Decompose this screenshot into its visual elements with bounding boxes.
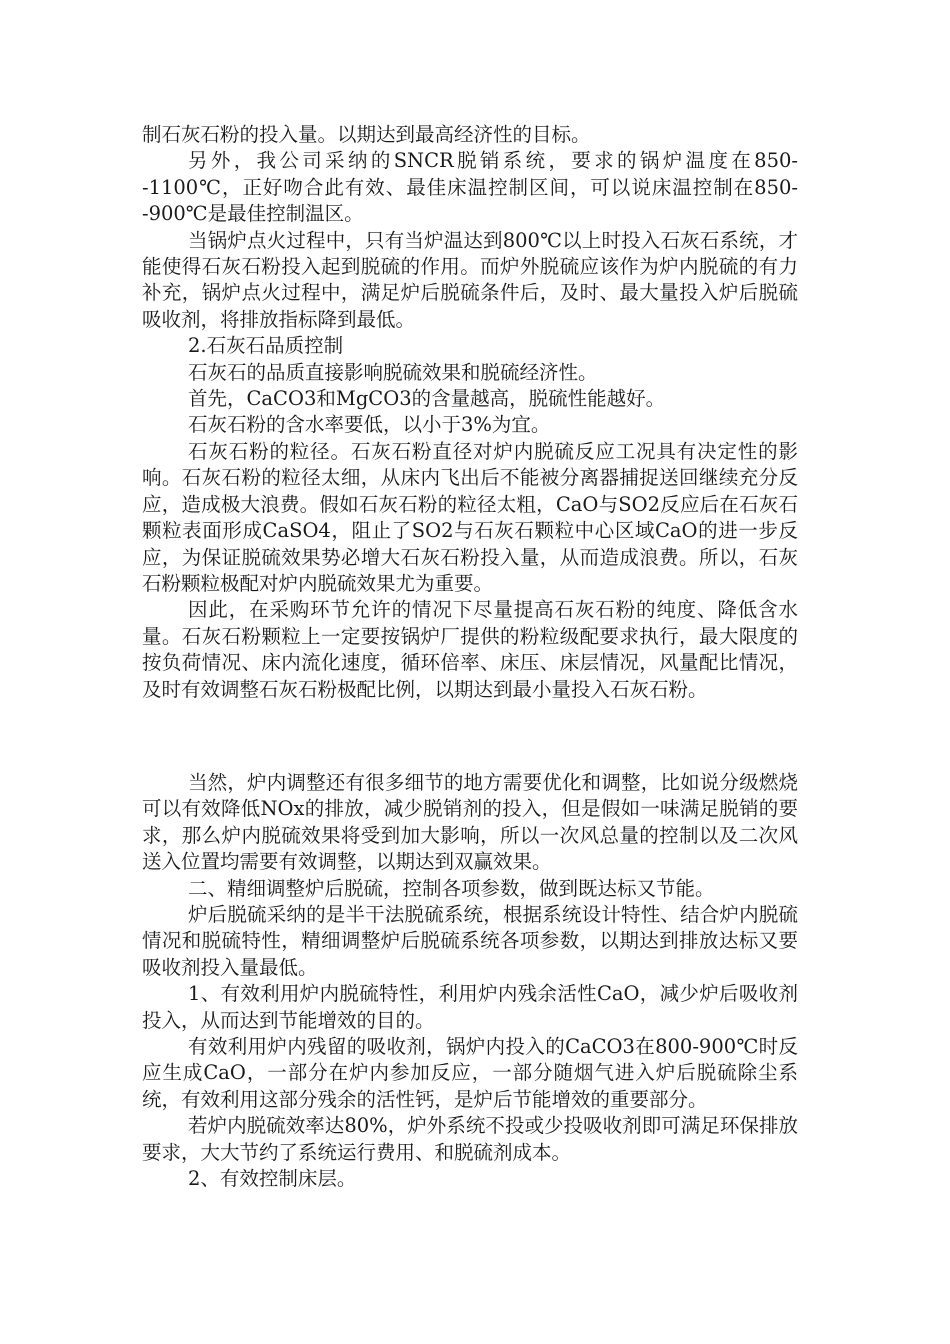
paragraph: 石灰石的品质直接影响脱硫效果和脱硫经济性。: [188, 360, 598, 384]
text-section-2: [142, 770, 798, 1193]
paragraph: 因此，在采购环节允许的情况下尽量提高石灰石粉的纯度、降低含水量。石灰石粉颗粒上一定要按锅炉厂提供的粉粒级配要求执行，最大限度的按负荷情况、床内流化速度，循环倍率、床压、床层情况，风量配比情况，及时有效调整石灰石粉极配比例，以期达到最小量投入石灰石粉。: [142, 598, 798, 701]
paragraph: 当然，炉内调整还有很多细节的地方需要优化和调整，比如说分级燃烧可以有效降低NOx的排放，减少脱销剂的投入，但是假如一味满足脱销的要求，那么炉内脱硫效果将受到加大影响，所以一次风总量的控制以及二次风送入位置均需要有效调整，以期达到双赢效果。: [142, 771, 798, 874]
paragraph: 当锅炉点火过程中，只有当炉温达到800℃以上时投入石灰石系统，才能使得石灰石粉投入起到脱硫的作用。而炉外脱硫应该作为炉内脱硫的有力补充，锅炉点火过程中，满足炉后脱硫条件后，及时、最大量投入炉后脱硫吸收剂，将排放指标降到最低。: [142, 228, 798, 331]
subsection-heading: 1、有效利用炉内脱硫特性，利用炉内残余活性CaO，减少炉后吸收剂投入，从而达到节能增效的目的。: [142, 982, 798, 1032]
section-heading: 二、精细调整炉后脱硫，控制各项参数，做到既达标又节能。: [188, 876, 715, 900]
paragraph: 制石灰石粉的投入量。以期达到最高经济性的目标。: [142, 123, 591, 146]
section-heading: 2.石灰石品质控制: [188, 334, 344, 358]
paragraph: 首先，CaCO3和MgCO3的含量越高，脱硫性能越好。: [188, 387, 666, 411]
subsection-heading: 2、有效控制床层。: [188, 1167, 357, 1191]
paragraph: 炉后脱硫采纳的是半干法脱硫系统，根据系统设计特性、结合炉内脱硫情况和脱硫特性，精细调整炉后脱硫系统各项参数，以期达到排放达标又要吸收剂投入量最低。: [142, 903, 798, 979]
paragraph: 石灰石粉的粒径。石灰石粉直径对炉内脱硫反应工况具有决定性的影响。石灰石粉的粒径太细，从床内飞出后不能被分离器捕捉送回继续充分反应，造成极大浪费。假如石灰石粉的粒径太粗，CaO与SO2反应后在石灰石颗粒表面形成CaSO4，阻止了SO2与石灰石颗粒中心区域CaO的进一步反应，为保证脱硫效果势必增大石灰石粉投入量，从而造成浪费。所以，石灰石粉颗粒极配对炉内脱硫效果尤为重要。: [142, 439, 798, 595]
paragraph: 另外，我公司采纳的SNCR脱销系统，要求的锅炉温度在850--1100℃，正好吻合此有效、最佳床温控制区间，可以说床温控制在850--900℃是最佳控制温区。: [142, 149, 798, 226]
paragraph: 若炉内脱硫效率达80%，炉外系统不投或少投吸收剂即可满足环保排放要求，大大节约了系统运行费用、和脱硫剂成本。: [142, 1114, 798, 1164]
paragraph: 有效利用炉内残留的吸收剂，锅炉内投入的CaCO3在800-900℃时反应生成CaO，一部分在炉内参加反应，一部分随烟气进入炉后脱硫除尘系统，有效利用这部分残余的活性钙，是炉后节能增效的重要部分。: [142, 1035, 798, 1111]
paragraph: 石灰石粉的含水率要低，以小于3%为宜。: [188, 413, 551, 437]
text-section-1: [142, 122, 798, 703]
